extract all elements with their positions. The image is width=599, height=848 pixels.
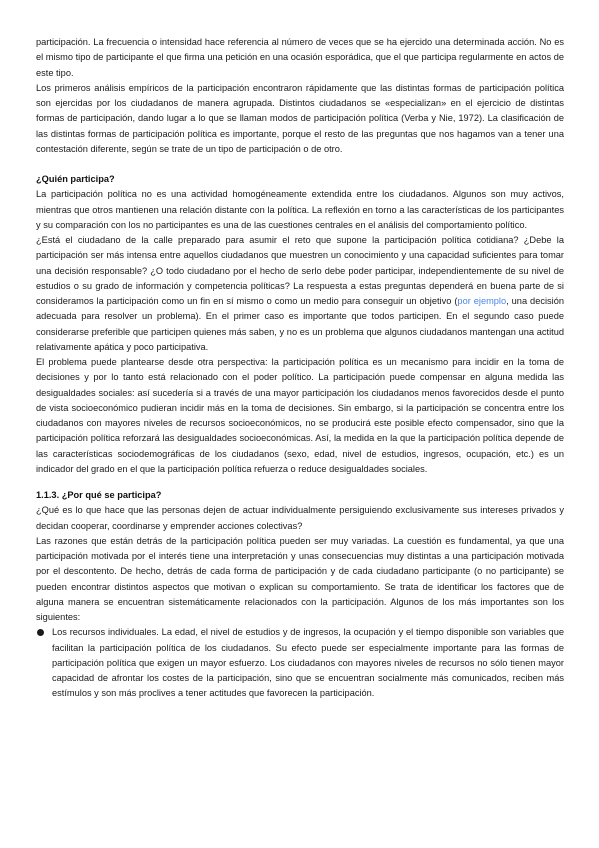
heading-quien-participa: ¿Quién participa? <box>36 174 115 184</box>
spacer <box>36 477 564 488</box>
questions-text-end: , una decisión adecuada para resolver un problema). En el primer caso es importante que todos participen. En el segundo caso puede considerarse preferible que participen quienes más saben, y no es un problema que algunos ciudadanos mantengan una actitud relativamente apática y poco participativa. <box>36 296 564 352</box>
paragraph-frequency: participación. La frecuencia o intensidad hace referencia al número de veces que se ha ejercido una determinada acción. No es el mismo tipo de participante el que firma una petición en una ocasión esporádica, que el que participa regularmente en actos de este tipo. <box>36 37 564 78</box>
list-item <box>36 625 564 701</box>
paragraph-questions <box>36 233 564 355</box>
list-item-text: Los recursos individuales. La edad, el nivel de estudios y de ingresos, la ocupación y el tiempo disponible son variables que facilitan la participación política de los ciudadanos. Su efecto puede ser especialmente importante para las formas de participación política que exigen un mayor esfuerzo. Los ciudadanos con mayores niveles de recursos no sólo tienen mayor capacidad de afrontar los costes de la participación, sino que se encuentran socialmente más comunicados, reciben más estímulos y son más proclives a tener actitudes que favorecen la participación. <box>52 627 564 699</box>
heading-por-que-participa: 1.1.3. ¿Por qué se participa? <box>36 490 162 500</box>
bullet-icon <box>37 629 44 636</box>
por-ejemplo-link[interactable]: por ejemplo <box>457 296 507 306</box>
paragraph-inequality: El problema puede plantearse desde otra perspectiva: la participación política es un mecanismo para incidir en la toma de decisiones y por lo tanto está relacionado con el poder político. La participación puede compensar en alguna medida las desigualdades sociales: así sucedería si a través de una mayor participación los ciudadanos menos favorecidos desde el punto de vista socioeconómico pudieran incidir más en la toma de decisiones. Sin embargo, si la participación se concentra entre los ciudadanos con mayores niveles de recursos socioeconómicos, no se producirá este posible efecto compensador, sino que la participación política reforzará las desigualdades socioeconómicas. Así, la medida en la que la participación política depende de las características sociodemográficas de los ciudadanos (sexo, edad, nivel de estudios, ingresos, ocupación, etc.) es un indicador del grado en el que la participación política refuerza o reduce desigualdades sociales. <box>36 357 564 474</box>
document-page <box>36 35 564 702</box>
paragraph-modes: Los primeros análisis empíricos de la participación encontraron rápidamente que las distintas formas de participación política son ejercidas por los ciudadanos de manera agrupada. Distintos ciudadanos se «especializan» en el ejercicio de distintas formas de participación, dando lugar a lo que se llaman modos de participación política (Verba y Nie, 1972). La clasificación de las distintas formas de participación política es importante, porque el resto de las preguntas que nos hagamos van a tener una contestación diferente, según se trate de un tipo de participación o de otro. <box>36 82 564 154</box>
paragraph-heterogeneity: La participación política no es una actividad homogéneamente extendida entre los ciudadanos. Algunos son muy activos, mientras que otros mantienen una relación distante con la política. La reflexión en torno a las características de los participantes y su comparación con los no participantes es una de las cuestiones centrales en el análisis del comportamiento político. <box>36 189 564 230</box>
questions-text-start: ¿Está el ciudadano de la calle preparado para asumir el reto que supone la participación política cotidiana? ¿Debe la participación ser más intensa entre aquellos ciudadanos que muestren un conocimiento y una capacidad suficientes para tomar una decisión responsable? ¿O todo ciudadano por el hecho de serlo debe poder participar, independientemente de su nivel de estudios o su grado de información y competencia políticas? La respuesta a estas preguntas dependerá en buena parte de si consideramos la participación como un fin en sí mismo o como un medio para conseguir un objetivo ( <box>36 235 564 306</box>
spacer <box>36 157 564 172</box>
paragraph-reasons: Las razones que están detrás de la participación política pueden ser muy variadas. La cuestión es fundamental, ya que una participación motivada por el interés tiene una interpretación y unas consecuencias muy distintas a una participación motivada por el descontento. De hecho, detrás de cada forma de participación y de cada ciudadano participante (o no participante) se pueden encontrar distintos aspectos que motivan o explican su comportamiento. Se trata de identificar los factores que de alguna manera se encuentran sistemáticamente relacionados con la participación. Algunos de los más importantes son los siguientes: <box>36 535 564 622</box>
paragraph-collective-action: ¿Qué es lo que hace que las personas dejen de actuar individualmente persiguiendo exclusivamente sus intereses privados y decidan cooperar, coordinarse y emprender acciones colectivas? <box>36 505 564 531</box>
factors-list <box>36 625 564 701</box>
